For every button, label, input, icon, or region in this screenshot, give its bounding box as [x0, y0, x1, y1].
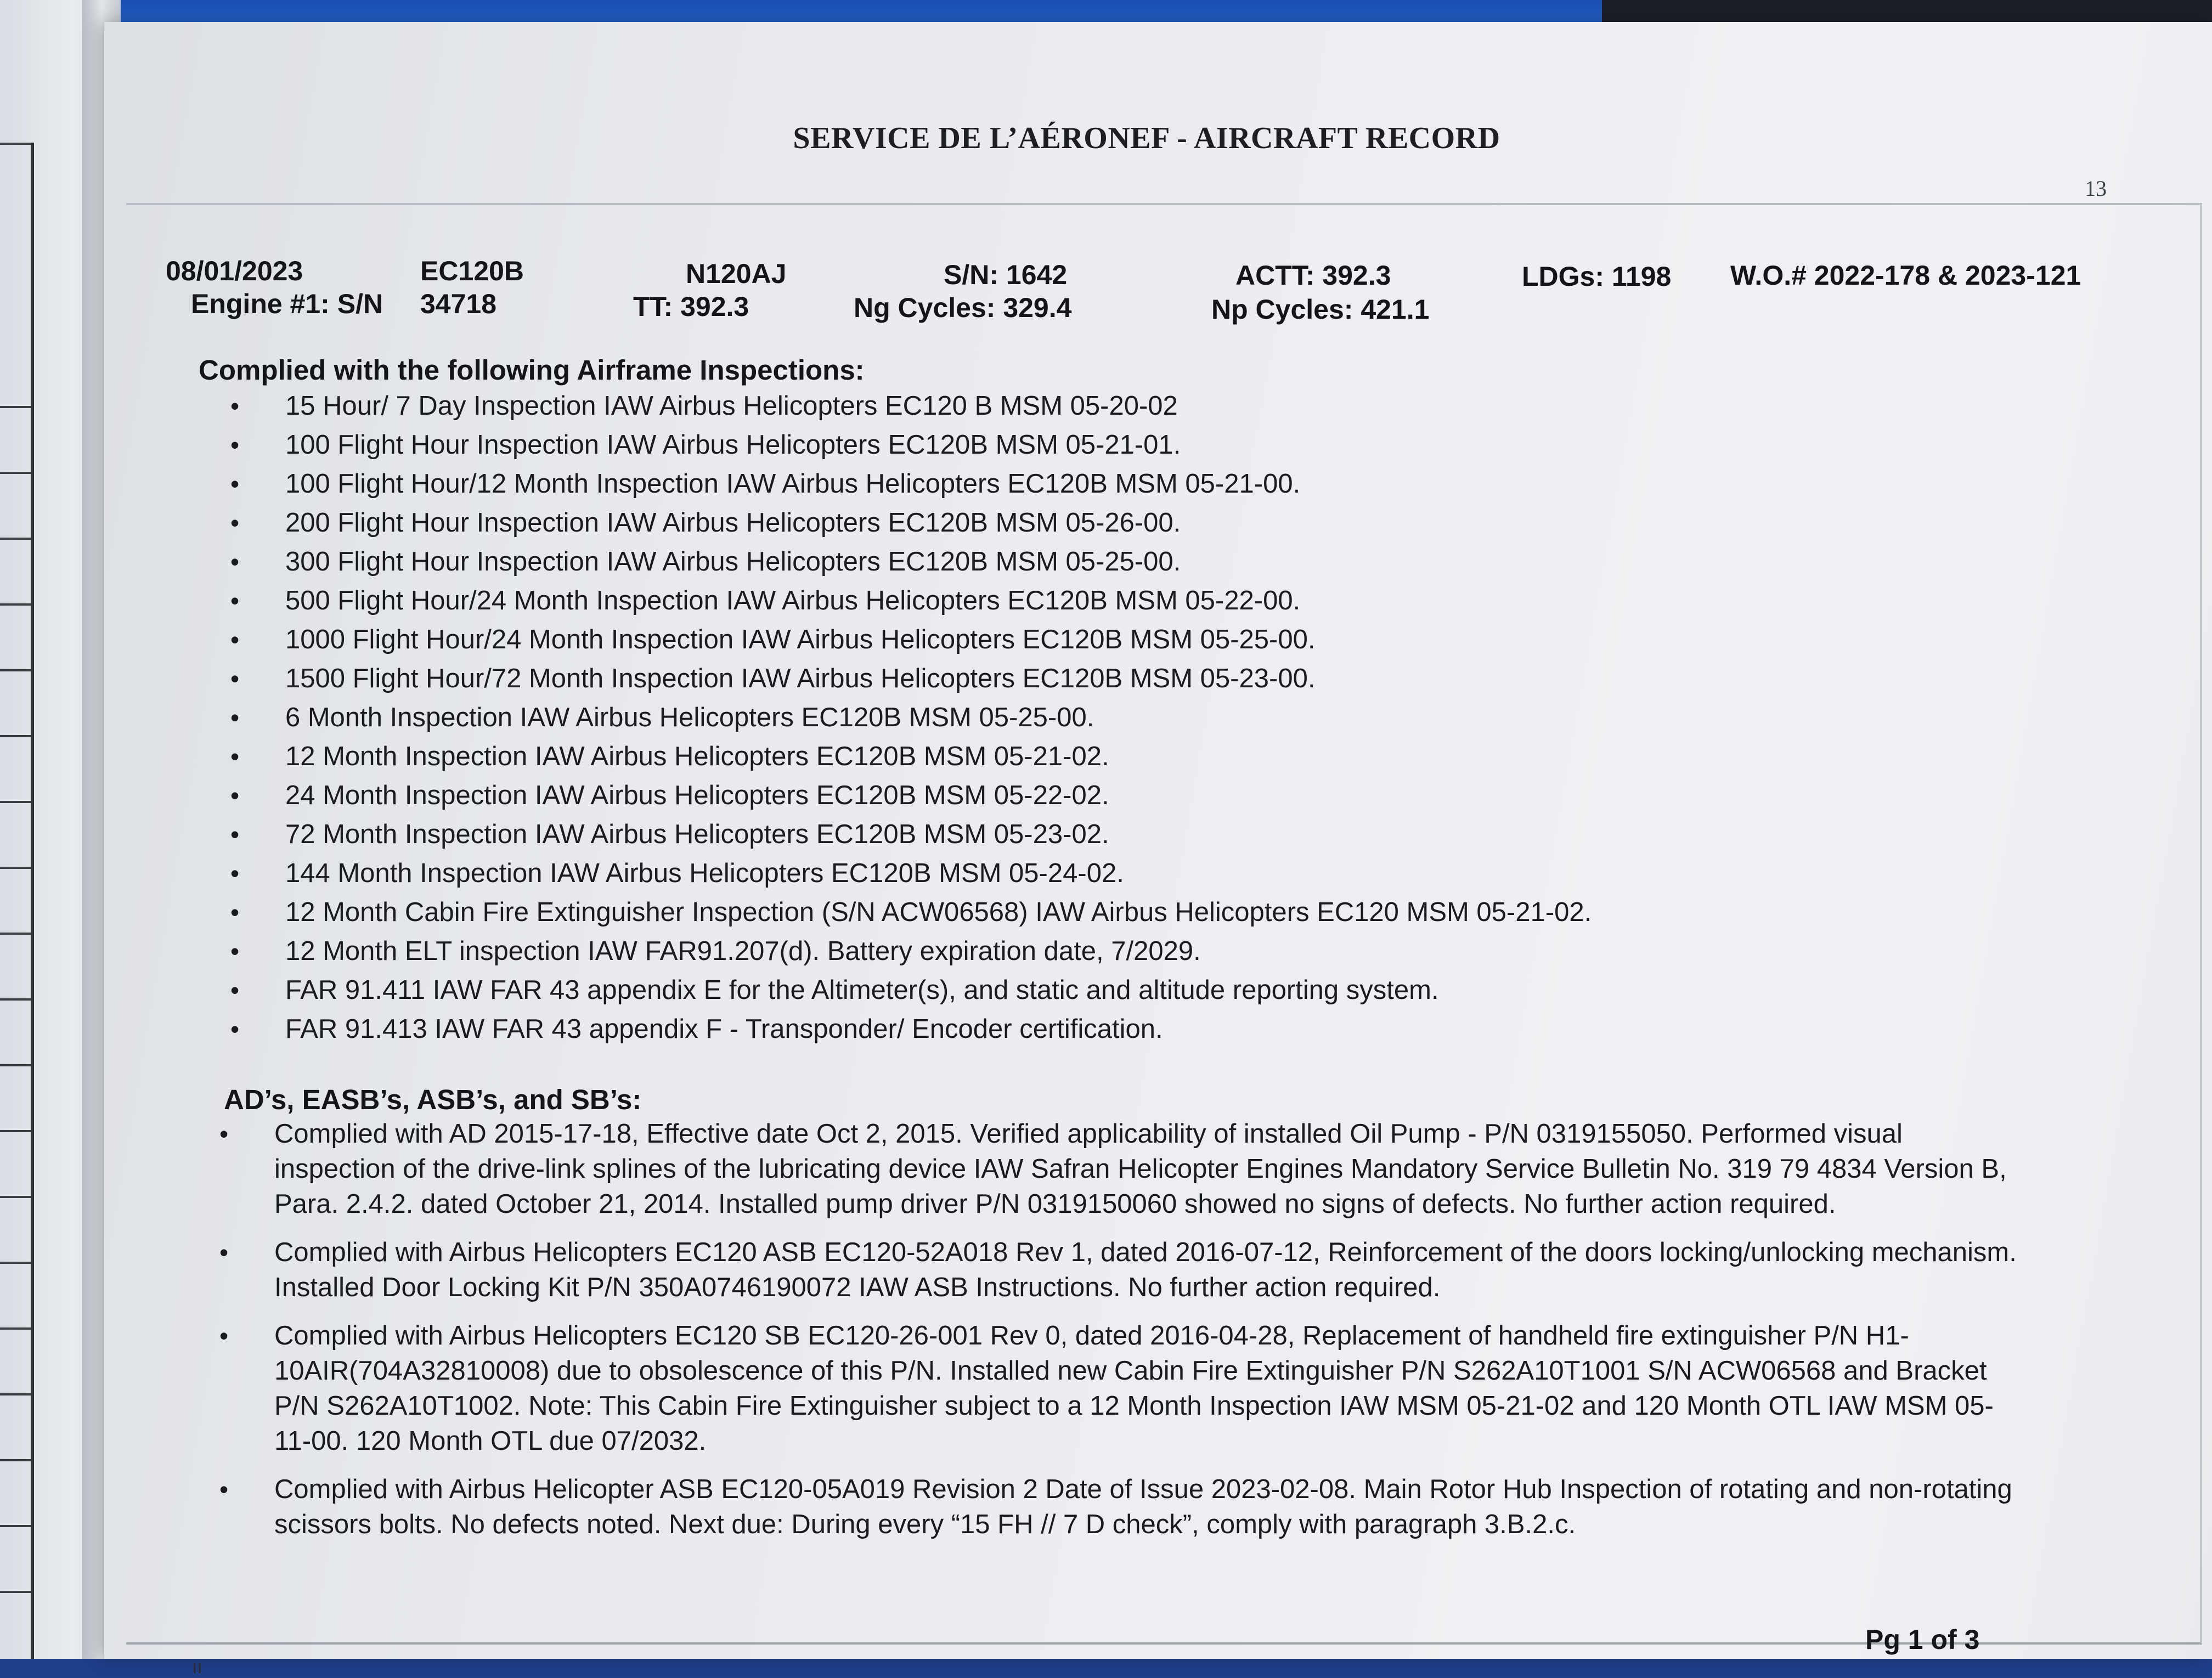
airframe-inspection-item: [230, 932, 1592, 971]
airframe-inspection-item: [230, 620, 1592, 659]
left-page-rule: [0, 1393, 33, 1395]
bullet-icon: •: [230, 820, 240, 849]
left-page-rule: [0, 1459, 33, 1461]
airframe-inspection-item: [230, 504, 1592, 543]
airframe-inspection-text: 100 Flight Hour Inspection IAW Airbus Helicopters EC120B MSM 05-21-01.: [285, 430, 1181, 460]
airframe-inspection-text: 200 Flight Hour Inspection IAW Airbus Helicopters EC120B MSM 05-26-00.: [285, 508, 1181, 538]
left-page-rule: [0, 143, 33, 145]
airframe-inspection-item: [230, 854, 1592, 893]
ad-compliance-item: [219, 1472, 2019, 1542]
bullet-icon: •: [219, 1321, 229, 1350]
airframe-inspection-text: 1500 Flight Hour/72 Month Inspection IAW Airbus Helicopters EC120B MSM 05-23-00.: [285, 664, 1316, 693]
airframe-inspection-item: [230, 893, 1592, 932]
bullet-icon: •: [219, 1238, 229, 1267]
airframe-inspection-text: 12 Month Inspection IAW Airbus Helicopters EC120B MSM 05-21-02.: [285, 742, 1109, 771]
record-page: [104, 22, 2212, 1677]
bullet-icon: •: [230, 976, 240, 1004]
bullet-icon: •: [230, 703, 240, 732]
bullet-icon: •: [219, 1120, 229, 1148]
left-page-margin-line: [31, 143, 34, 1659]
ads-list: [219, 1116, 2019, 1555]
airframe-inspection-text: FAR 91.413 IAW FAR 43 appendix F - Transponder/ Encoder certification.: [285, 1014, 1163, 1044]
airframe-inspection-item: [230, 971, 1592, 1010]
bullet-icon: •: [230, 1015, 240, 1043]
airframe-inspection-text: 500 Flight Hour/24 Month Inspection IAW Airbus Helicopters EC120B MSM 05-22-00.: [285, 586, 1301, 615]
bullet-icon: •: [230, 470, 240, 498]
bullet-icon: •: [230, 781, 240, 810]
header-engine-sn: 34718: [420, 289, 497, 319]
bullet-icon: •: [230, 431, 240, 459]
header-actt: ACTT: 392.3: [1235, 260, 1391, 291]
airframe-inspection-item: [230, 426, 1592, 465]
airframe-inspection-text: 12 Month Cabin Fire Extinguisher Inspection (S/N ACW06568) IAW Airbus Helicopters EC120 MSM 05-21-02.: [285, 897, 1592, 927]
airframe-inspection-text: FAR 91.411 IAW FAR 43 appendix E for the Altimeter(s), and static and altitude reporting system.: [285, 975, 1439, 1005]
left-page-rule: [0, 801, 33, 803]
page-number: 13: [2085, 176, 2107, 201]
left-page-rule: [0, 933, 33, 935]
ad-compliance-text: Complied with Airbus Helicopter ASB EC120-05A019 Revision 2 Date of Issue 2023-02-08. Main Rotor Hub Inspection of rotating and non-rotating scissors bolts. No defects noted. Next due: During every “15 FH // 7 D check”, comply with paragraph 3.B.2.c.: [274, 1474, 2012, 1539]
left-page-rule: [0, 1130, 33, 1132]
header-work-order: W.O.# 2022-178 & 2023-121: [1730, 260, 2081, 291]
header-engine-label: Engine #1: S/N: [191, 289, 383, 319]
header-landings: LDGs: 1198: [1522, 261, 1672, 292]
airframe-inspection-item: [230, 465, 1592, 504]
bottom-mark: ıı: [192, 1657, 202, 1677]
ad-compliance-text: Complied with AD 2015-17-18, Effective date Oct 2, 2015. Verified applicability of installed Oil Pump - P/N 0319155050. Performed visual inspection of the drive-link splines of the lubricating device IAW Safran Helicopter Engines Mandatory Service Bulletin No. 319 79 4834 Version B, Para. 2.4.2. dated October 21, 2014. Installed pump driver P/N 0319150060 showed no signs of defects. No further action required.: [274, 1119, 2007, 1219]
airframe-inspection-item: [230, 543, 1592, 581]
bullet-icon: •: [230, 859, 240, 888]
airframe-inspection-text: 144 Month Inspection IAW Airbus Helicopters EC120B MSM 05-24-02.: [285, 858, 1124, 888]
header-date: 08/01/2023: [166, 256, 303, 286]
left-page-rule: [0, 406, 33, 408]
left-page-rule: [0, 998, 33, 1001]
airframe-inspection-item: [230, 1010, 1592, 1049]
airframe-inspection-text: 100 Flight Hour/12 Month Inspection IAW Airbus Helicopters EC120B MSM 05-21-00.: [285, 469, 1301, 499]
bullet-icon: •: [230, 664, 240, 693]
airframe-inspection-text: 24 Month Inspection IAW Airbus Helicopters EC120B MSM 05-22-02.: [285, 781, 1109, 810]
airframe-heading: Complied with the following Airframe Inspections:: [199, 354, 865, 386]
left-page-rule: [0, 867, 33, 869]
header-ng-cycles: Ng Cycles: 329.4: [854, 292, 1072, 323]
bullet-icon: •: [230, 898, 240, 926]
left-page-rule: [0, 1262, 33, 1264]
airframe-inspection-item: [230, 698, 1592, 737]
airframe-inspection-item: [230, 387, 1592, 426]
header-np-cycles: Np Cycles: 421.1: [1211, 294, 1430, 325]
airframe-inspection-list: [230, 387, 1592, 1049]
ad-compliance-item: [219, 1235, 2019, 1305]
airframe-inspection-item: [230, 776, 1592, 815]
airframe-inspection-item: [230, 659, 1592, 698]
left-page-rule: [0, 1591, 33, 1593]
left-page-rule: [0, 538, 33, 540]
left-page-rule: [0, 669, 33, 671]
left-page-rule: [0, 1327, 33, 1330]
airframe-inspection-text: 300 Flight Hour Inspection IAW Airbus Helicopters EC120B MSM 05-25-00.: [285, 547, 1181, 577]
airframe-inspection-item: [230, 737, 1592, 776]
bullet-icon: •: [230, 937, 240, 965]
left-page-rule: [0, 472, 33, 474]
left-page-rule: [0, 603, 33, 606]
ads-heading: AD’s, EASB’s, ASB’s, and SB’s:: [224, 1084, 642, 1115]
airframe-inspection-text: 72 Month Inspection IAW Airbus Helicopters EC120B MSM 05-23-02.: [285, 820, 1109, 849]
left-page-rule: [0, 735, 33, 737]
page-title: SERVICE DE L’AÉRONEF - AIRCRAFT RECORD: [793, 121, 1500, 155]
page-footer: Pg 1 of 3: [1865, 1624, 1980, 1655]
bullet-icon: •: [219, 1475, 229, 1504]
airframe-inspection-text: 6 Month Inspection IAW Airbus Helicopters EC120B MSM 05-25-00.: [285, 703, 1094, 732]
bullet-icon: •: [230, 742, 240, 771]
header-total-time: TT: 392.3: [633, 291, 749, 322]
left-page-rule: [0, 1525, 33, 1527]
airframe-inspection-text: 12 Month ELT inspection IAW FAR91.207(d). Battery expiration date, 7/2029.: [285, 936, 1201, 966]
bullet-icon: •: [230, 547, 240, 576]
header-model: EC120B: [420, 256, 524, 286]
header-registration: N120AJ: [686, 258, 787, 289]
airframe-inspection-text: 1000 Flight Hour/24 Month Inspection IAW Airbus Helicopters EC120B MSM 05-25-00.: [285, 625, 1316, 654]
ad-compliance-text: Complied with Airbus Helicopters EC120 ASB EC120-52A018 Rev 1, dated 2016-07-12, Reinforcement of the doors locking/unlocking mechanism. Installed Door Locking Kit P/N 350A0746190072 IAW ASB Instructions. No further action required.: [274, 1238, 2017, 1302]
airframe-inspection-item: [230, 815, 1592, 854]
bullet-icon: •: [230, 586, 240, 615]
airframe-inspection-item: [230, 581, 1592, 620]
bullet-icon: •: [230, 392, 240, 420]
bullet-icon: •: [230, 625, 240, 654]
ad-compliance-item: [219, 1116, 2019, 1222]
header-serial: S/N: 1642: [944, 259, 1068, 290]
left-page-rule: [0, 1196, 33, 1198]
airframe-inspection-text: 15 Hour/ 7 Day Inspection IAW Airbus Helicopters EC120 B MSM 05-20-02: [285, 391, 1178, 421]
left-page-rule: [0, 1064, 33, 1066]
ad-compliance-text: Complied with Airbus Helicopters EC120 SB EC120-26-001 Rev 0, dated 2016-04-28, Replacement of handheld fire extinguisher P/N H1-10AIR(704A32810008) due to obsolescence of this P/N. Installed new Cabin Fire Extinguisher P/N S262A10T1001 S/N ACW06568 and Bracket P/N S262A10T1002. Note: This Cabin Fire Extinguisher subject to a 12 Month Inspection IAW MSM 05-21-02 and 120 Month OTL IAW MSM 05-11-00. 120 Month OTL due 07/2032.: [274, 1321, 1994, 1456]
ad-compliance-item: [219, 1318, 2019, 1459]
bullet-icon: •: [230, 509, 240, 537]
